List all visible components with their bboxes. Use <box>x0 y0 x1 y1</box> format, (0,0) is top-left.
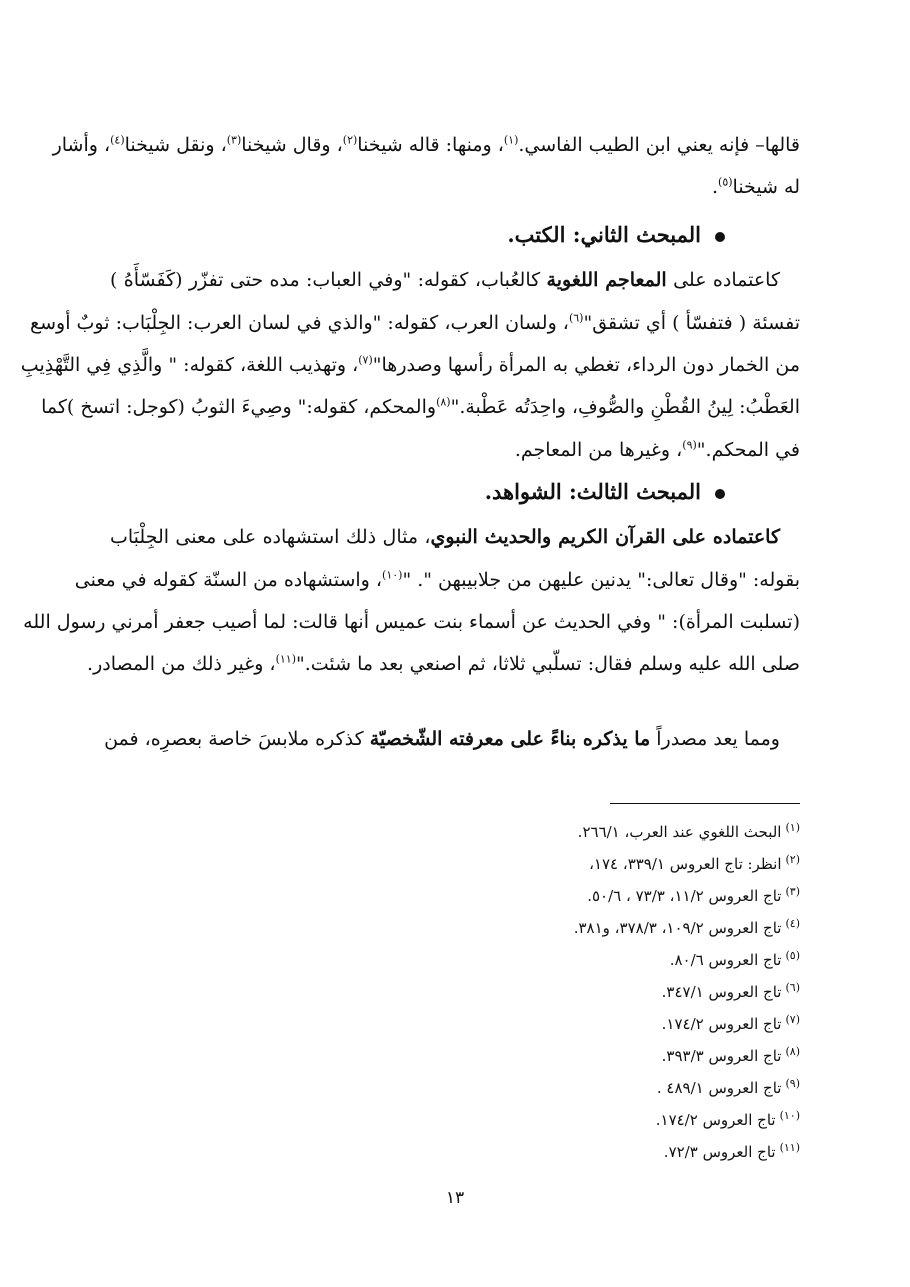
footnote <box>110 1138 800 1162</box>
footnote <box>110 1010 800 1034</box>
text-run: (تسلبت المرأة): " وفي الحديث عن أسماء بنت عميس أنها قالت: لما أصيب جعفر أمرني رسول الله <box>23 611 800 633</box>
bold-term: ما يذكره بناءً على معرفته الشّخصيّة <box>369 728 651 750</box>
footnote-text: تاج العروس ١١/٢، ٧٣/٣ ، ٥٠/٦. <box>587 887 782 905</box>
text-run: تفسئة ( فتفسّأ ) أي تشقق" <box>583 312 800 334</box>
footnote-text: تاج العروس ١٧٤/٢. <box>661 1015 782 1033</box>
footnote-text: تاج العروس ١٧٤/٢. <box>655 1111 776 1129</box>
footnote-text: تاج العروس ٨٠/٦. <box>669 951 782 969</box>
text-run: ، ومنها: قاله شيخنا <box>357 134 504 156</box>
footnote-ref[interactable]: (٧) <box>358 353 373 367</box>
text-run: ومما يعد مصدراً <box>650 728 780 750</box>
footnote-text: تاج العروس ١٠٩/٢، ٣٧٨/٣، و٣٨١. <box>573 919 782 937</box>
text-run: ، واستشهاده من السنّة كقوله في معنى <box>74 569 383 591</box>
footnote-number: (٣) <box>785 885 800 898</box>
bold-term: كاعتماده على القرآن الكريم والحديث النبوي <box>430 526 780 548</box>
body-line <box>23 605 800 639</box>
footnote-number: (٢) <box>785 853 800 866</box>
footnote <box>110 850 800 874</box>
body-line <box>110 170 800 204</box>
footnote-number: (٦) <box>785 981 800 994</box>
footnote-text: البحث اللغوي عند العرب، ٢٦٦/١. <box>577 823 782 841</box>
footnote-number: (٨) <box>785 1045 800 1058</box>
footnote-number: (٥) <box>785 949 800 962</box>
section-heading <box>507 218 725 252</box>
body-line <box>110 433 800 467</box>
text-run: والمحكم، كقوله:" وصِيءَ الثوبُ (كوجل: اتسخ )كما <box>41 396 437 418</box>
footnote-number: (٤) <box>785 917 800 930</box>
text-run: كذكره ملابسَ خاصة بعصرِه، فمن <box>104 728 370 750</box>
footnote-ref[interactable]: (٢) <box>342 133 358 147</box>
text-run: في المحكم." <box>696 439 800 461</box>
footnote-ref[interactable]: (١١) <box>275 652 296 666</box>
page-number: ١٣ <box>445 1188 465 1208</box>
footnote-text: تاج العروس ٤٨٩/١ . <box>656 1079 782 1097</box>
body-line <box>74 563 800 597</box>
footnote-ref[interactable]: (٦) <box>568 311 584 325</box>
body-line <box>110 520 780 554</box>
text-run: ، ولسان العرب، كقوله: "والذي في لسان العرب: الجِلْبَاب: ثوبٌ أوسع <box>30 312 569 334</box>
text-run: قالها– فإنه يعني ابن الطيب الفاسي. <box>518 134 800 156</box>
body-line <box>52 128 800 162</box>
text-run: صلى الله عليه وسلم فقال: تسلّبي ثلاثا، ثم اصنعي بعد ما شئت." <box>295 653 800 675</box>
body-line <box>41 390 800 424</box>
footnote-number: (١) <box>785 821 800 834</box>
footnote-ref[interactable]: (١) <box>503 133 519 147</box>
footnote-text: تاج العروس ٣٩٣/٣. <box>661 1047 782 1065</box>
text-run: ، وقال شيخنا <box>241 134 343 156</box>
text-run: ، وأشار <box>52 134 111 156</box>
bullet-icon <box>715 489 725 499</box>
body-line <box>87 647 800 681</box>
footnote-number: (١١) <box>779 1141 800 1154</box>
footnote <box>110 978 800 1002</box>
text-run: له شيخنا <box>732 176 800 198</box>
footnote <box>110 818 800 842</box>
text-run: كالعُباب، كقوله: "وفي العباب: مده حتى تفزّر (كَفَسّأَهُ ) <box>110 269 547 291</box>
footnote-ref[interactable]: (٥) <box>718 175 733 189</box>
footnote-text: تاج العروس ٧٢/٣. <box>663 1143 776 1161</box>
footnote-ref[interactable]: (٩) <box>682 438 697 452</box>
text-run: ، مثال ذلك استشهاده على معنى الجِلْبَاب <box>110 526 431 548</box>
footnote-separator <box>610 803 800 804</box>
footnote-number: (٧) <box>785 1013 800 1026</box>
bullet-icon <box>715 232 725 242</box>
footnote <box>110 1042 800 1066</box>
section-heading-text: المبحث الثالث: الشواهد. <box>484 479 701 504</box>
footnote-number: (٩) <box>785 1077 800 1090</box>
text-run: بقوله: "وقال تعالى:" يدنين عليهن من جلابيبهن ". " <box>402 569 800 591</box>
body-line <box>110 263 780 297</box>
footnote-text: انظر: تاج العروس ٣٣٩/١، ١٧٤، <box>589 855 782 873</box>
section-heading-text: المبحث الثاني: الكتب. <box>507 222 701 247</box>
footnote-text: تاج العروس ٣٤٧/١. <box>661 983 782 1001</box>
text-run: ، وغيرها من المعاجم. <box>514 439 683 461</box>
text-run: ، وتهذيب اللغة، كقوله: " والَّذِي فِي التَّهْذِيبِ <box>20 354 359 376</box>
text-run: . <box>711 176 719 198</box>
text-run: ، وغير ذلك من المصادر. <box>87 653 276 675</box>
bold-term: المعاجم اللغوية <box>546 269 667 291</box>
text-run: من الخمار دون الرداء، تغطي به المرأة رأسها وصدرها" <box>372 354 800 376</box>
footnote-ref[interactable]: (٤) <box>110 133 125 147</box>
body-line <box>30 306 800 340</box>
footnote-ref[interactable]: (١٠) <box>382 568 403 582</box>
text-run: كاعتماده على <box>666 269 780 291</box>
footnote <box>110 946 800 970</box>
body-line <box>104 722 780 756</box>
footnote <box>110 1074 800 1098</box>
footnote-ref[interactable]: (٨) <box>436 395 451 409</box>
footnote-number: (١٠) <box>779 1109 800 1122</box>
footnote-ref[interactable]: (٣) <box>226 133 242 147</box>
text-run: ، ونقل شيخنا <box>124 134 227 156</box>
section-heading <box>485 475 725 509</box>
body-line <box>20 348 800 382</box>
footnote <box>110 914 800 938</box>
footnote <box>110 882 800 906</box>
footnote <box>110 1106 800 1130</box>
text-run: العَطْبُ: لِينُ القُطْنِ والصُّوفِ، واحِدَتُه عَطْبة." <box>450 396 800 418</box>
